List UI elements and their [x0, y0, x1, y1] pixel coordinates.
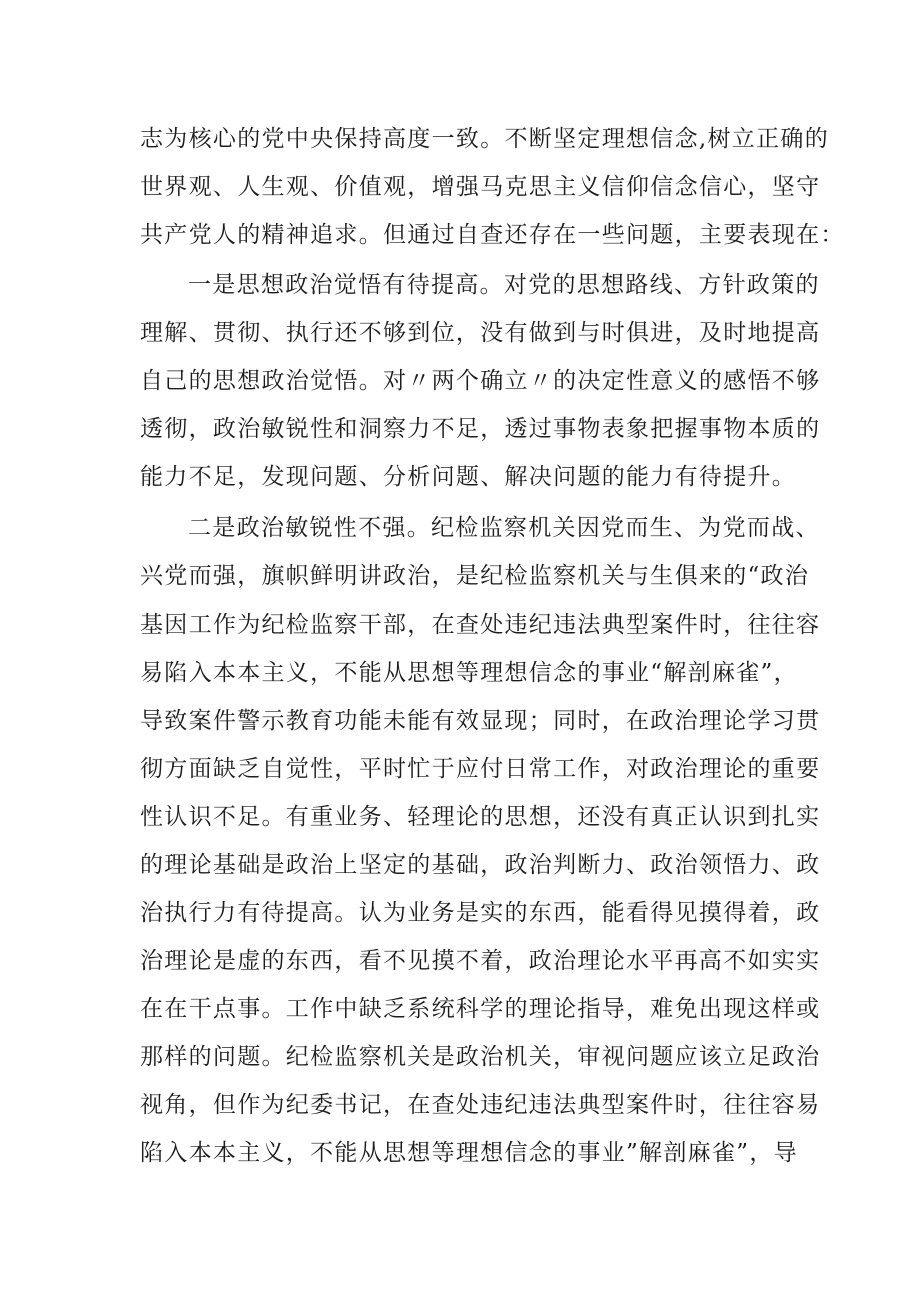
text-line-13: 导致案件警示教育功能未能有效显现；同时，在政治理论学习贯: [140, 708, 821, 734]
paragraph-1-line-1: 一是思想政治觉悟有待提高。对党的思想路线、方针政策的: [188, 272, 820, 298]
text-line-15: 性认识不足。有重业务、轻理论的思想，还没有真正认识到扎实: [140, 804, 821, 830]
text-line-16: 的理论基础是政治上坚定的基础，政治判断力、政治领悟力、政: [140, 852, 821, 878]
text-line-11: 基因工作为纪检监察干部，在查处违纪违法典型案件时，往往容: [140, 612, 821, 638]
text-line-14: 彻方面缺乏自觉性，平时忙于应付日常工作，对政治理论的重要: [140, 756, 821, 782]
text-line-1: 志为核心的党中央保持高度一致。不断坚定理想信念,树立正确的: [140, 126, 830, 152]
paragraph-2-line-1: 二是政治敏锐性不强。纪检监察机关因党而生、为党而战、: [188, 515, 820, 541]
text-line-6: 自己的思想政治觉悟。对〃两个确立〃的决定性意义的感悟不够: [140, 368, 821, 394]
text-line-5: 理解、贯彻、执行还不够到位，没有做到与时俱进，及时地提高: [140, 320, 821, 346]
text-line-20: 那样的问题。纪检监察机关是政治机关，审视问题应该立足政治: [140, 1044, 821, 1070]
text-line-17: 治执行力有待提高。认为业务是实的东西，能看得见摸得着，政: [140, 900, 821, 926]
text-line-19: 在在干点事。工作中缺乏系统科学的理论指导，难免出现这样或: [140, 996, 821, 1022]
text-line-8: 能力不足，发现问题、分析问题、解决问题的能力有待提升。: [140, 464, 797, 490]
text-line-7: 透彻，政治敏锐性和洞察力不足，透过事物表象把握事物本质的: [140, 416, 821, 442]
text-line-12: 易陷入本本主义，不能从思想等理想信念的事业“解剖麻雀”，: [140, 660, 798, 686]
text-line-3: 共产党人的精神追求。但通过自查还存在一些问题，主要表现在：: [140, 222, 845, 248]
text-line-22: 陷入本本主义，不能从思想等理想信念的事业”解剖麻雀”，导: [140, 1140, 798, 1166]
text-line-10: 兴党而强，旗帜鲜明讲政治，是纪检监察机关与生俱来的“政治: [140, 563, 810, 589]
text-line-21: 视角，但作为纪委书记，在查处违纪违法典型案件时，往往容易: [140, 1092, 821, 1118]
text-line-2: 世界观、人生观、价值观，增强马克思主义信仰信念信心，坚守: [140, 174, 821, 200]
text-line-18: 治理论是虚的东西，看不见摸不着，政治理论水平再高不如实实: [140, 948, 821, 974]
